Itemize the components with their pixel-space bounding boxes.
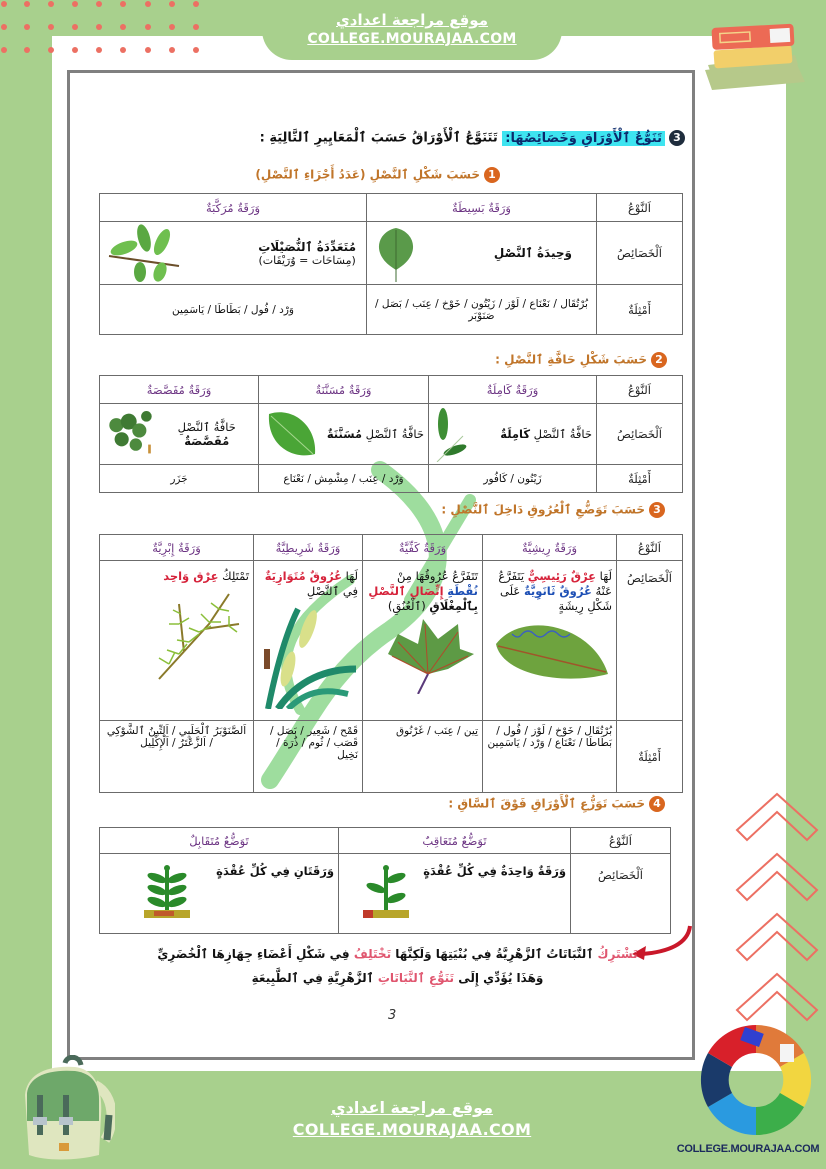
trait-text: مُتَعَدِّدَةُ ٱلنُّصَيْلَاتِ: [258, 239, 356, 254]
table-row: [100, 721, 683, 793]
conclusion-text-part: ٱلنَّبَاتَاتُ ٱلزَّهْرِيَّةُ فِي بُنْيَتِهَا وَلَكِنَّهَا: [391, 947, 598, 961]
cell-examples: بُرْتُقَال / نَعْنَاع / لَوْز / زَيْتُون / خَوْخ / عِنَب / بَصَل / صَنَوْبَر: [367, 285, 597, 335]
column-header: وَرَقَةٌ إِبْرِيَّةٌ: [100, 535, 254, 561]
section-4-title: [448, 796, 665, 812]
cell-trait: [259, 404, 429, 465]
cell-trait-needle: [100, 561, 254, 721]
table-leaf-blade-count: [99, 193, 683, 335]
palmate-leaf-image: [378, 614, 478, 694]
trait-prefix: حَافَّةُ ٱلنَّصْلِ: [177, 420, 236, 434]
cell-trait: [367, 222, 597, 285]
trait-text: تَمْتَلِكُ: [218, 569, 249, 583]
compound-leaf-image: [104, 224, 184, 282]
section-3-badge: 3: [649, 502, 665, 518]
cell-examples: جَزَر: [100, 465, 259, 493]
table-row: [100, 535, 683, 561]
trait-text: فِي ٱلنَّصْلِ: [306, 584, 358, 598]
cell-examples: قَمْح / شَعِير / بَصَل / قَصَب / ثُوم / ذُرَة / نَخِيل: [254, 721, 363, 793]
row-label-traits: اَلْخَصَائِصُ: [597, 404, 683, 465]
column-header: وَرَقَةٌ رِيشِيَّةٌ: [483, 535, 617, 561]
section-4-badge: 4: [649, 796, 665, 812]
trait-text: وَحِيدَةُ ٱلنَّصْلِ: [493, 246, 572, 260]
trait-key: كَامِلَةٌ: [500, 427, 531, 441]
trait-text: وَرَقَةٌ وَاحِدَةٌ فِي كُلِّ عُقْدَةٍ: [423, 864, 566, 878]
books-icon: [700, 10, 810, 90]
trait-key: مُسَنَّنَةٌ: [326, 427, 363, 441]
cell-examples: اَلصَّنَوْبَرُ ٱلْحَلَبِي / اَلتِّينُ ٱلشَّوْكِي / اَلزَّعْتَرُ / اَلْإِكْلِيل: [100, 721, 254, 793]
section-2-title: [495, 352, 667, 368]
page-number: 3: [388, 1008, 397, 1023]
column-header: وَرَقَةٌ كَامِلَةٌ: [429, 376, 597, 404]
row-label-examples: أَمْثِلَةٌ: [597, 285, 683, 335]
section-3-title: [441, 502, 665, 518]
trait-text: لَهَا: [596, 569, 612, 583]
cell-trait: [429, 404, 597, 465]
table-vein-arrangement: [99, 534, 683, 793]
trait-emphasis: عِرْقٌ رَئِيسِيٌّ: [527, 569, 597, 583]
backpack-icon: [15, 1055, 115, 1165]
trait-text: تَتَفَرَّعُ عُرُوقُهَا مِنْ: [397, 569, 478, 583]
conclusion-text-part: ٱلزَّهْرِيَّةِ فِي ٱلطَّبِيعَةِ: [251, 971, 378, 985]
row-label-type: اَلنَّوْعُ: [597, 194, 683, 222]
conclusion-line-2: [95, 966, 700, 990]
cell-trait: [100, 404, 259, 465]
section-4-title-text: حَسَبَ تَوَزُّعِ ٱلْأَوْرَاقِ فَوْقَ ٱلسَّاقِ :: [448, 796, 645, 811]
table-row: [100, 828, 671, 854]
footer-banner-url[interactable]: COLLEGE.MOURAJAA.COM: [292, 1120, 532, 1139]
row-label-traits: اَلْخَصَائِصُ: [597, 222, 683, 285]
row-label-type: اَلنَّوْعُ: [597, 376, 683, 404]
column-header: تَوَضُّعٌ مُتَقَابِلٌ: [100, 828, 339, 854]
table-row: [100, 285, 683, 335]
cell-examples: وَرْد / عِنَب / مِشْمِش / نَعْنَاع: [259, 465, 429, 493]
decorative-dots: [0, 0, 210, 56]
row-label-examples: أَمْثِلَةٌ: [617, 721, 683, 793]
cell-examples: تِين / عِنَب / غَرْنُوق: [363, 721, 483, 793]
conclusion-text-part: فِي شَكْلِ أَعْضَاءِ جِهَازِهَا ٱلْخُضَرِيِّ: [157, 947, 354, 961]
cell-trait-palmate: [363, 561, 483, 721]
trait-text: يَتَفَرَّعُ عَنْهُ: [498, 569, 612, 598]
section-1-title: [255, 167, 500, 183]
site-logo-icon[interactable]: [695, 1023, 817, 1141]
trait-prefix: حَافَّةُ ٱلنَّصْلِ: [533, 427, 592, 441]
row-label-traits: اَلْخَصَائِصُ: [571, 854, 671, 934]
chevron-up-decoration-icon: [735, 790, 820, 1030]
frame-left: [0, 0, 52, 1169]
trait-emphasis: إِتِّصَالِ ٱلنَّصْلِ: [368, 584, 444, 598]
cell-examples: وَرْد / فُول / بَطَاطَا / يَاسَمِين: [100, 285, 367, 335]
serrated-leaf-image: [263, 406, 319, 462]
heading-rest: تَتَنَوَّعُ ٱلْأَوْرَاقُ حَسَبَ ٱلْمَعَايِيرِ ٱلتَّالِيَةِ :: [259, 130, 498, 146]
table-row: [100, 222, 683, 285]
site-logo-text[interactable]: COLLEGE.MOURAJAA.COM: [676, 1143, 820, 1155]
conclusion-emphasis: تَنَوُّعِ ٱلنَّبَاتَاتِ: [377, 971, 455, 985]
conclusion-emphasis: تَخْتَلِفُ: [353, 947, 392, 961]
main-heading: [260, 130, 685, 146]
column-header: وَرَقَةٌ مُرَكَّبَةٌ: [100, 194, 367, 222]
section-3-title-text: حَسَبَ تَوَضُّعِ ٱلْعُرُوقِ دَاخِلَ ٱلنَّصْلِ :: [441, 502, 645, 517]
cell-examples: بُرْتُقَال / خَوْخ / لَوْز / فُول / بَطَاطَا / نَعْنَاع / وَرْد / يَاسَمِين: [483, 721, 617, 793]
column-header: وَرَقَةٌ بَسِيطَةٌ: [367, 194, 597, 222]
table-leaf-distribution: [99, 827, 671, 934]
parallel-leaf-image: [258, 599, 358, 709]
trait-emphasis: عِرْق وَاحِد: [163, 569, 219, 583]
conclusion-emphasis: تَشْتَرِكُ: [597, 947, 638, 961]
column-header: وَرَقَةٌ شَرِيطِيَّةٌ: [254, 535, 363, 561]
entire-leaf-image: [433, 406, 467, 462]
heading-highlight: تَنَوُّعُ ٱلْأَوْرَاقِ وَخَصَائِصُهَا:: [502, 131, 665, 146]
trait-emphasis: بِٱلْمِغْلَاقِ: [429, 599, 478, 613]
header-banner: [262, 0, 562, 60]
table-row: [100, 561, 683, 721]
trait-emphasis: عُرُوقٌ ثَانَوِيَّةٌ: [523, 584, 592, 598]
conclusion-text: [95, 942, 700, 990]
trait-note: (مِسَاحَات = وُرَيْقَات): [258, 253, 356, 267]
cell-trait-parallel: [254, 561, 363, 721]
column-header: تَوَضُّعٌ مُتَعَاقِبٌ: [339, 828, 571, 854]
section-2-badge: 2: [651, 352, 667, 368]
trait-text: لَهَا: [342, 569, 358, 583]
table-leaf-margin: [99, 375, 683, 493]
column-header: وَرَقَةٌ كَفِّيَّةٌ: [363, 535, 483, 561]
section-1-title-text: حَسَبَ شَكْلِ ٱلنَّصْلِ (عَدَدُ أَجْزَاءِ ٱلنَّصْلِ): [255, 167, 480, 182]
trait-key: مُفَصَّصَةٌ: [184, 434, 230, 448]
needle-leaf-image: [149, 584, 249, 684]
trait-emphasis: نُقْطَةِ: [447, 584, 478, 598]
column-header: وَرَقَةٌ مُفَصَّصَةٌ: [100, 376, 259, 404]
cell-examples: زَيْتُون / كَافُور: [429, 465, 597, 493]
lobed-leaf-image: [104, 406, 153, 462]
footer-banner: [262, 1075, 562, 1169]
cell-trait-pinnate: [483, 561, 617, 721]
trait-text: عَلَى شَكْلِ رِيشَةٍ: [500, 584, 612, 613]
header-banner-url[interactable]: COLLEGE.MOURAJAA.COM: [307, 31, 517, 47]
row-label-traits: اَلْخَصَائِصُ: [617, 561, 683, 721]
heading-number-badge: 3: [669, 130, 685, 146]
trait-emphasis: عُرُوقٌ مُتَوَازِيَةٌ: [264, 569, 343, 583]
section-2-title-text: حَسَبَ شَكْلِ حَافَّةِ ٱلنَّصْلِ :: [495, 352, 647, 367]
row-label-examples: أَمْثِلَةٌ: [597, 465, 683, 493]
trait-text: (ٱلْعُنُقِ): [387, 599, 430, 613]
table-row: [100, 465, 683, 493]
section-1-badge: 1: [484, 167, 500, 183]
table-row: [100, 376, 683, 404]
header-banner-arabic[interactable]: موقع مراجعة اعدادي: [336, 11, 488, 29]
trait-prefix: حَافَّةُ ٱلنَّصْلِ: [365, 427, 424, 441]
conclusion-text-part: وَهَذَا يُؤَدِّي إِلَى: [454, 971, 544, 985]
row-label-type: اَلنَّوْعُ: [617, 535, 683, 561]
simple-leaf-image: [371, 224, 421, 282]
cell-trait: [100, 222, 367, 285]
opposite-arrangement-image: [144, 864, 190, 920]
cell-trait: [339, 854, 571, 934]
trait-text: وَرَقَتَانِ فِي كُلِّ عُقْدَةٍ: [216, 864, 334, 878]
alternate-arrangement-image: [363, 864, 409, 920]
row-label-type: اَلنَّوْعُ: [571, 828, 671, 854]
column-header: وَرَقَةٌ مُسَنَّنَةٌ: [259, 376, 429, 404]
cell-trait: [100, 854, 339, 934]
table-row: [100, 404, 683, 465]
table-row: [100, 854, 671, 934]
footer-banner-arabic[interactable]: موقع مراجعة اعدادي: [330, 1098, 494, 1117]
table-row: [100, 194, 683, 222]
conclusion-line-1: [95, 942, 700, 966]
pinnate-leaf-image: [492, 614, 612, 684]
